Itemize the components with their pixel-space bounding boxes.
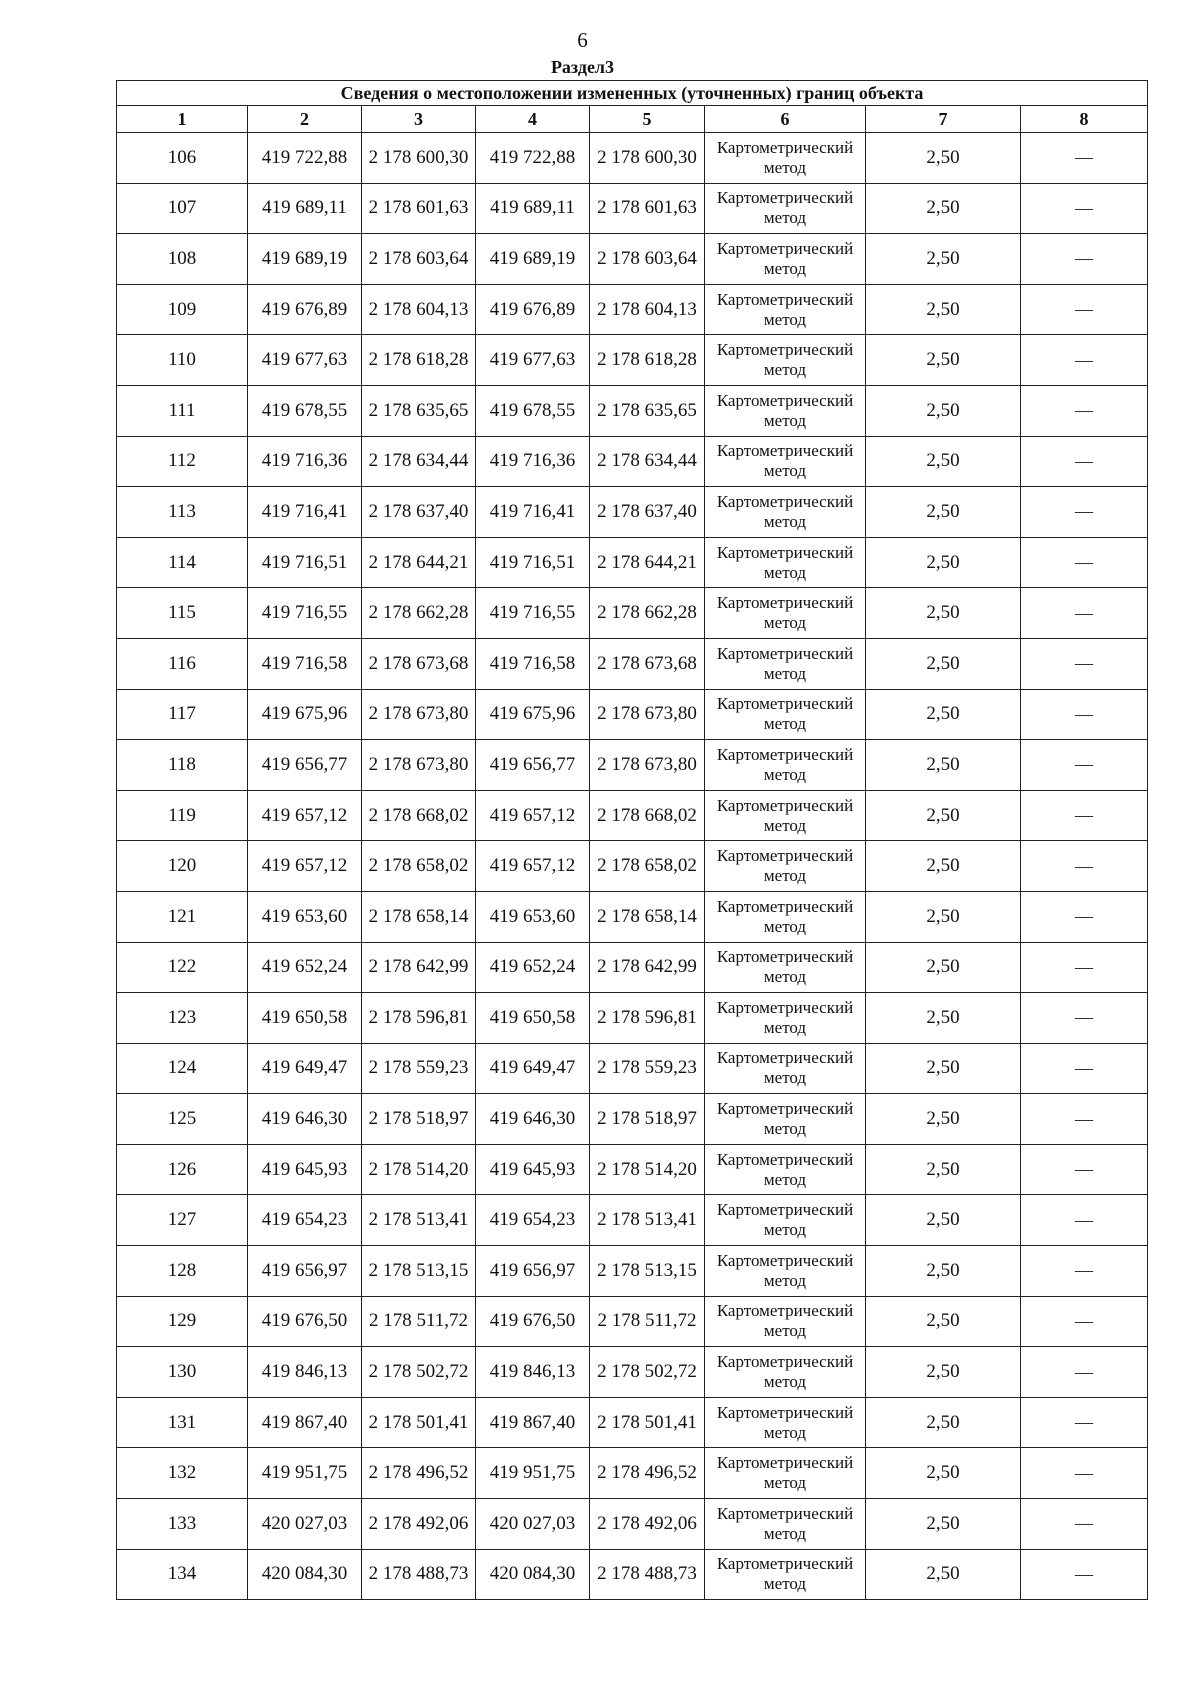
table-row [117,689,1148,740]
method-cell: Картометрический метод [705,891,866,942]
note-cell: — [1021,1043,1148,1094]
table-row [117,183,1148,234]
x-new-cell: 419 689,19 [476,234,590,285]
method-cell: Картометрический метод [705,1195,866,1246]
note-cell: — [1021,1144,1148,1195]
point-number-cell: 114 [117,537,248,588]
y-new-cell: 2 178 658,14 [590,891,705,942]
point-number-cell: 128 [117,1246,248,1297]
accuracy-cell: 2,50 [866,1397,1021,1448]
x-new-cell: 419 716,55 [476,588,590,639]
y-existing-cell: 2 178 673,80 [362,740,476,791]
column-number: 5 [590,106,705,133]
accuracy-cell: 2,50 [866,1144,1021,1195]
accuracy-cell: 2,50 [866,133,1021,184]
accuracy-cell: 2,50 [866,1499,1021,1550]
point-number-cell: 120 [117,841,248,892]
method-cell: Картометрический метод [705,638,866,689]
x-new-cell: 419 656,97 [476,1246,590,1297]
y-new-cell: 2 178 658,02 [590,841,705,892]
y-existing-cell: 2 178 658,14 [362,891,476,942]
accuracy-cell: 2,50 [866,183,1021,234]
y-new-cell: 2 178 511,72 [590,1296,705,1347]
y-new-cell: 2 178 634,44 [590,436,705,487]
method-cell: Картометрический метод [705,790,866,841]
x-existing-cell: 419 867,40 [248,1397,362,1448]
accuracy-cell: 2,50 [866,436,1021,487]
accuracy-cell: 2,50 [866,1043,1021,1094]
note-cell: — [1021,942,1148,993]
method-cell: Картометрический метод [705,1448,866,1499]
y-new-cell: 2 178 601,63 [590,183,705,234]
x-new-cell: 419 650,58 [476,993,590,1044]
y-new-cell: 2 178 642,99 [590,942,705,993]
x-existing-cell: 419 650,58 [248,993,362,1044]
y-new-cell: 2 178 492,06 [590,1499,705,1550]
y-new-cell: 2 178 603,64 [590,234,705,285]
x-existing-cell: 419 716,41 [248,487,362,538]
y-existing-cell: 2 178 496,52 [362,1448,476,1499]
note-cell: — [1021,537,1148,588]
y-existing-cell: 2 178 644,21 [362,537,476,588]
y-existing-cell: 2 178 513,41 [362,1195,476,1246]
table-row [117,1448,1148,1499]
x-new-cell: 419 678,55 [476,385,590,436]
point-number-cell: 108 [117,234,248,285]
x-new-cell: 419 716,36 [476,436,590,487]
method-cell: Картометрический метод [705,1144,866,1195]
y-existing-cell: 2 178 501,41 [362,1397,476,1448]
x-existing-cell: 419 716,55 [248,588,362,639]
x-new-cell: 419 646,30 [476,1094,590,1145]
y-new-cell: 2 178 513,15 [590,1246,705,1297]
table-row [117,234,1148,285]
y-existing-cell: 2 178 673,68 [362,638,476,689]
accuracy-cell: 2,50 [866,487,1021,538]
note-cell: — [1021,487,1148,538]
x-existing-cell: 419 675,96 [248,689,362,740]
table-row [117,1499,1148,1550]
table-row [117,385,1148,436]
y-existing-cell: 2 178 488,73 [362,1549,476,1600]
note-cell: — [1021,1296,1148,1347]
table-body [117,133,1148,1600]
note-cell: — [1021,183,1148,234]
x-existing-cell: 420 027,03 [248,1499,362,1550]
x-new-cell: 419 677,63 [476,335,590,386]
note-cell: — [1021,284,1148,335]
y-new-cell: 2 178 673,80 [590,740,705,791]
note-cell: — [1021,993,1148,1044]
note-cell: — [1021,335,1148,386]
method-cell: Картометрический метод [705,942,866,993]
accuracy-cell: 2,50 [866,1094,1021,1145]
x-new-cell: 419 689,11 [476,183,590,234]
accuracy-cell: 2,50 [866,1195,1021,1246]
point-number-cell: 110 [117,335,248,386]
y-new-cell: 2 178 502,72 [590,1347,705,1398]
y-existing-cell: 2 178 635,65 [362,385,476,436]
table-row [117,1296,1148,1347]
accuracy-cell: 2,50 [866,1296,1021,1347]
method-cell: Картометрический метод [705,1043,866,1094]
method-cell: Картометрический метод [705,234,866,285]
y-existing-cell: 2 178 637,40 [362,487,476,538]
method-cell: Картометрический метод [705,588,866,639]
point-number-cell: 106 [117,133,248,184]
y-existing-cell: 2 178 600,30 [362,133,476,184]
page-number: 6 [577,28,588,52]
y-existing-cell: 2 178 514,20 [362,1144,476,1195]
point-number-cell: 130 [117,1347,248,1398]
note-cell: — [1021,1549,1148,1600]
x-existing-cell: 419 716,58 [248,638,362,689]
y-existing-cell: 2 178 513,15 [362,1246,476,1297]
x-existing-cell: 419 657,12 [248,841,362,892]
method-cell: Картометрический метод [705,740,866,791]
x-new-cell: 419 645,93 [476,1144,590,1195]
accuracy-cell: 2,50 [866,841,1021,892]
point-number-cell: 112 [117,436,248,487]
note-cell: — [1021,1347,1148,1398]
method-cell: Картометрический метод [705,1397,866,1448]
method-cell: Картометрический метод [705,1549,866,1600]
y-new-cell: 2 178 637,40 [590,487,705,538]
y-existing-cell: 2 178 634,44 [362,436,476,487]
x-existing-cell: 419 676,50 [248,1296,362,1347]
accuracy-cell: 2,50 [866,638,1021,689]
section-title: Раздел3 [550,57,615,77]
y-new-cell: 2 178 673,68 [590,638,705,689]
note-cell: — [1021,1195,1148,1246]
method-cell: Картометрический метод [705,1246,866,1297]
column-number: 8 [1021,106,1148,133]
method-cell: Картометрический метод [705,335,866,386]
x-existing-cell: 419 689,11 [248,183,362,234]
accuracy-cell: 2,50 [866,1246,1021,1297]
note-cell: — [1021,790,1148,841]
y-new-cell: 2 178 673,80 [590,689,705,740]
method-cell: Картометрический метод [705,537,866,588]
boundary-coordinates-table [116,80,1148,1600]
point-number-cell: 134 [117,1549,248,1600]
x-new-cell: 419 676,89 [476,284,590,335]
y-new-cell: 2 178 514,20 [590,1144,705,1195]
x-new-cell: 419 951,75 [476,1448,590,1499]
y-existing-cell: 2 178 603,64 [362,234,476,285]
point-number-cell: 123 [117,993,248,1044]
y-existing-cell: 2 178 642,99 [362,942,476,993]
note-cell: — [1021,689,1148,740]
note-cell: — [1021,1499,1148,1550]
table-row [117,891,1148,942]
x-new-cell: 419 675,96 [476,689,590,740]
x-new-cell: 419 846,13 [476,1347,590,1398]
accuracy-cell: 2,50 [866,942,1021,993]
y-existing-cell: 2 178 673,80 [362,689,476,740]
point-number-cell: 113 [117,487,248,538]
point-number-cell: 122 [117,942,248,993]
x-new-cell: 419 676,50 [476,1296,590,1347]
y-new-cell: 2 178 662,28 [590,588,705,639]
x-existing-cell: 419 676,89 [248,284,362,335]
point-number-cell: 119 [117,790,248,841]
table-row [117,335,1148,386]
table-row [117,841,1148,892]
note-cell: — [1021,436,1148,487]
x-existing-cell: 420 084,30 [248,1549,362,1600]
x-new-cell: 419 657,12 [476,790,590,841]
column-number: 4 [476,106,590,133]
y-new-cell: 2 178 596,81 [590,993,705,1044]
table-row [117,740,1148,791]
method-cell: Картометрический метод [705,1347,866,1398]
y-new-cell: 2 178 513,41 [590,1195,705,1246]
note-cell: — [1021,1397,1148,1448]
point-number-cell: 118 [117,740,248,791]
y-new-cell: 2 178 488,73 [590,1549,705,1600]
y-existing-cell: 2 178 601,63 [362,183,476,234]
note-cell: — [1021,1094,1148,1145]
note-cell: — [1021,234,1148,285]
y-existing-cell: 2 178 518,97 [362,1094,476,1145]
y-new-cell: 2 178 618,28 [590,335,705,386]
accuracy-cell: 2,50 [866,588,1021,639]
note-cell: — [1021,385,1148,436]
y-existing-cell: 2 178 658,02 [362,841,476,892]
note-cell: — [1021,1448,1148,1499]
point-number-cell: 132 [117,1448,248,1499]
accuracy-cell: 2,50 [866,385,1021,436]
method-cell: Картометрический метод [705,689,866,740]
point-number-cell: 115 [117,588,248,639]
table-row [117,638,1148,689]
table-row [117,1195,1148,1246]
method-cell: Картометрический метод [705,284,866,335]
x-new-cell: 420 027,03 [476,1499,590,1550]
y-existing-cell: 2 178 492,06 [362,1499,476,1550]
column-number: 2 [248,106,362,133]
accuracy-cell: 2,50 [866,284,1021,335]
method-cell: Картометрический метод [705,436,866,487]
y-new-cell: 2 178 644,21 [590,537,705,588]
x-new-cell: 419 716,51 [476,537,590,588]
point-number-cell: 133 [117,1499,248,1550]
x-new-cell: 419 657,12 [476,841,590,892]
accuracy-cell: 2,50 [866,993,1021,1044]
method-cell: Картометрический метод [705,183,866,234]
x-existing-cell: 419 654,23 [248,1195,362,1246]
x-existing-cell: 419 716,36 [248,436,362,487]
y-new-cell: 2 178 600,30 [590,133,705,184]
x-new-cell: 419 652,24 [476,942,590,993]
table-row [117,993,1148,1044]
y-new-cell: 2 178 559,23 [590,1043,705,1094]
y-existing-cell: 2 178 502,72 [362,1347,476,1398]
x-existing-cell: 419 716,51 [248,537,362,588]
point-number-cell: 127 [117,1195,248,1246]
column-number: 6 [705,106,866,133]
accuracy-cell: 2,50 [866,1347,1021,1398]
x-existing-cell: 419 657,12 [248,790,362,841]
x-existing-cell: 419 677,63 [248,335,362,386]
table-row [117,1397,1148,1448]
x-new-cell: 419 716,58 [476,638,590,689]
accuracy-cell: 2,50 [866,689,1021,740]
table-row [117,790,1148,841]
y-existing-cell: 2 178 618,28 [362,335,476,386]
y-new-cell: 2 178 501,41 [590,1397,705,1448]
x-new-cell: 419 716,41 [476,487,590,538]
table-row [117,284,1148,335]
y-existing-cell: 2 178 604,13 [362,284,476,335]
note-cell: — [1021,588,1148,639]
table-row [117,1094,1148,1145]
accuracy-cell: 2,50 [866,1549,1021,1600]
column-number-row [117,106,1148,133]
x-new-cell: 419 653,60 [476,891,590,942]
table-row [117,942,1148,993]
accuracy-cell: 2,50 [866,537,1021,588]
method-cell: Картометрический метод [705,385,866,436]
table-row [117,537,1148,588]
table-row [117,1043,1148,1094]
table-row [117,487,1148,538]
point-number-cell: 124 [117,1043,248,1094]
method-cell: Картометрический метод [705,133,866,184]
note-cell: — [1021,891,1148,942]
table-row [117,1347,1148,1398]
y-new-cell: 2 178 668,02 [590,790,705,841]
x-existing-cell: 419 646,30 [248,1094,362,1145]
table-caption: Сведения о местоположении измененных (уточненных) границ объекта [117,81,1148,106]
accuracy-cell: 2,50 [866,790,1021,841]
y-existing-cell: 2 178 668,02 [362,790,476,841]
accuracy-cell: 2,50 [866,1448,1021,1499]
accuracy-cell: 2,50 [866,740,1021,791]
y-new-cell: 2 178 518,97 [590,1094,705,1145]
x-new-cell: 419 656,77 [476,740,590,791]
x-new-cell: 419 649,47 [476,1043,590,1094]
accuracy-cell: 2,50 [866,234,1021,285]
point-number-cell: 121 [117,891,248,942]
x-new-cell: 420 084,30 [476,1549,590,1600]
table-row [117,1144,1148,1195]
point-number-cell: 117 [117,689,248,740]
y-existing-cell: 2 178 662,28 [362,588,476,639]
method-cell: Картометрический метод [705,841,866,892]
table-row [117,1246,1148,1297]
x-existing-cell: 419 689,19 [248,234,362,285]
point-number-cell: 109 [117,284,248,335]
y-existing-cell: 2 178 596,81 [362,993,476,1044]
y-new-cell: 2 178 496,52 [590,1448,705,1499]
point-number-cell: 131 [117,1397,248,1448]
x-new-cell: 419 722,88 [476,133,590,184]
y-new-cell: 2 178 635,65 [590,385,705,436]
y-existing-cell: 2 178 559,23 [362,1043,476,1094]
x-new-cell: 419 654,23 [476,1195,590,1246]
table-row [117,1549,1148,1600]
column-number: 1 [117,106,248,133]
point-number-cell: 126 [117,1144,248,1195]
x-existing-cell: 419 653,60 [248,891,362,942]
method-cell: Картометрический метод [705,993,866,1044]
table-row [117,588,1148,639]
x-new-cell: 419 867,40 [476,1397,590,1448]
column-number: 3 [362,106,476,133]
note-cell: — [1021,740,1148,791]
note-cell: — [1021,133,1148,184]
point-number-cell: 116 [117,638,248,689]
x-existing-cell: 419 649,47 [248,1043,362,1094]
accuracy-cell: 2,50 [866,335,1021,386]
method-cell: Картометрический метод [705,1296,866,1347]
point-number-cell: 125 [117,1094,248,1145]
x-existing-cell: 419 656,77 [248,740,362,791]
accuracy-cell: 2,50 [866,891,1021,942]
x-existing-cell: 419 678,55 [248,385,362,436]
table-row [117,133,1148,184]
x-existing-cell: 419 652,24 [248,942,362,993]
note-cell: — [1021,638,1148,689]
method-cell: Картометрический метод [705,1094,866,1145]
y-new-cell: 2 178 604,13 [590,284,705,335]
method-cell: Картометрический метод [705,1499,866,1550]
note-cell: — [1021,841,1148,892]
note-cell: — [1021,1246,1148,1297]
x-existing-cell: 419 951,75 [248,1448,362,1499]
x-existing-cell: 419 645,93 [248,1144,362,1195]
x-existing-cell: 419 722,88 [248,133,362,184]
point-number-cell: 111 [117,385,248,436]
point-number-cell: 107 [117,183,248,234]
method-cell: Картометрический метод [705,487,866,538]
column-number: 7 [866,106,1021,133]
x-existing-cell: 419 656,97 [248,1246,362,1297]
x-existing-cell: 419 846,13 [248,1347,362,1398]
y-existing-cell: 2 178 511,72 [362,1296,476,1347]
point-number-cell: 129 [117,1296,248,1347]
table-row [117,436,1148,487]
